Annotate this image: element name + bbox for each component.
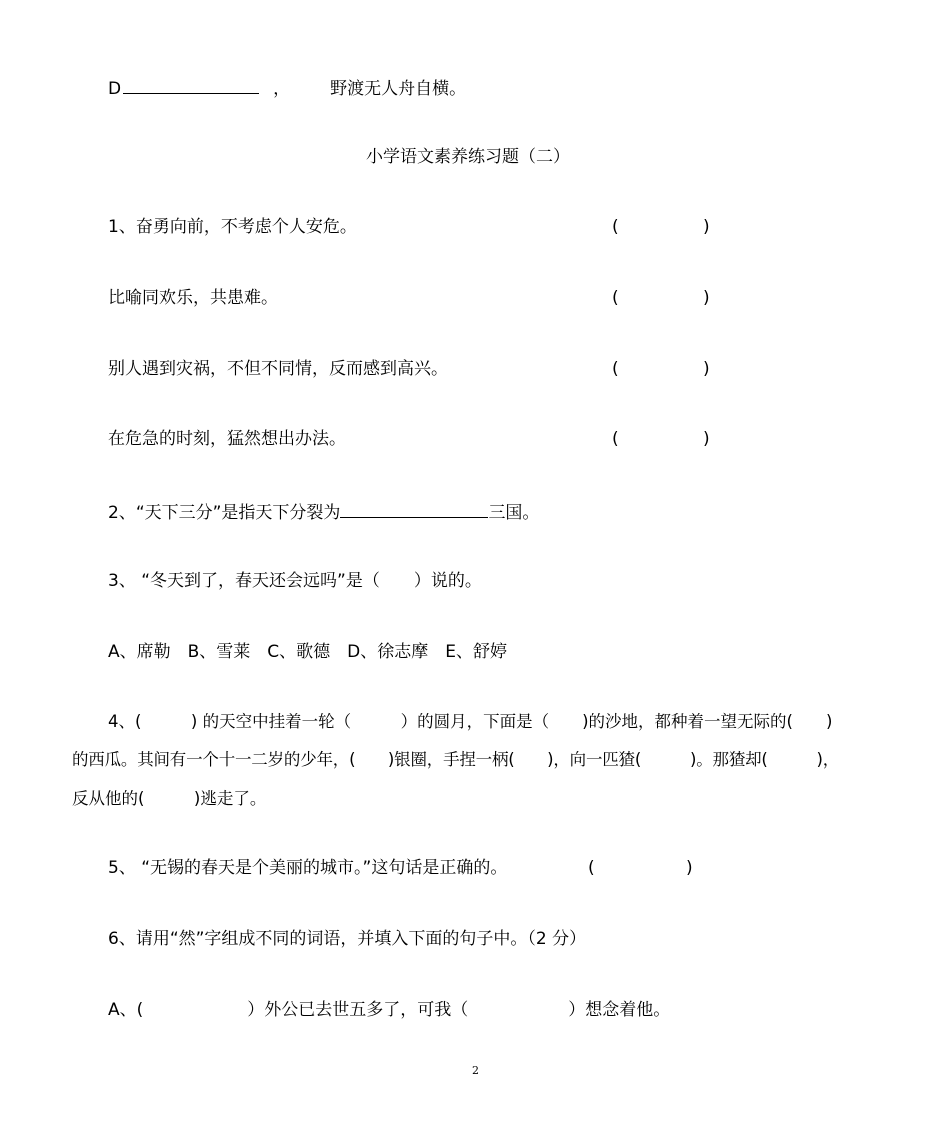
- q6: 6、请用“然”字组成不同的词语，并填入下面的句子中。（2 分）: [108, 929, 587, 949]
- q6-a-suffix: ）想念着他。: [568, 1000, 671, 1020]
- paren-open: (: [612, 429, 619, 449]
- poem-text: 野渡无人舟自横。: [330, 79, 467, 99]
- paren-close: ): [686, 858, 693, 878]
- paren-close: ): [703, 429, 710, 449]
- comma: ，: [273, 79, 291, 99]
- q1-item-1: 1、奋勇向前，不考虑个人安危。: [108, 217, 357, 237]
- q2-text: 2、“天下三分”是指天下分裂为: [108, 503, 341, 523]
- item-label-d: D: [108, 79, 122, 99]
- paren-close: ): [703, 217, 710, 237]
- q3-options: A、席勒 B、雪莱 C、歌德 D、徐志摩 E、舒婷: [108, 642, 507, 662]
- page-number: 2: [472, 1064, 479, 1077]
- q3: 3、 “冬天到了，春天还会远吗”是（ ）说的。: [108, 571, 482, 591]
- q4-line-3: 反从他的( )逃走了。: [72, 789, 267, 808]
- q6-a-middle: ）外公已去世五多了，可我（: [247, 1000, 469, 1020]
- section-title: 小学语文素养练习题（二）: [366, 147, 570, 167]
- paren-open: (: [588, 858, 595, 878]
- answer-blank[interactable]: [123, 75, 259, 94]
- paren-open: (: [612, 359, 619, 379]
- q5: 5、 “无锡的春天是个美丽的城市。”这句话是正确的。: [108, 858, 508, 878]
- q6-a-prefix: A、(: [108, 1000, 144, 1020]
- q4-line-2: 的西瓜。其间有一个十一二岁的少年，( )银圈，手捏一柄( )，向一匹猹( )。那猹却( )，: [72, 750, 840, 769]
- q4-line-1: 4、( ) 的天空中挂着一轮（ ）的圆月，下面是（ )的沙地，都种着一望无际的( ): [108, 712, 833, 731]
- paren-close: ): [703, 359, 710, 379]
- q1-item-2: 比喻同欢乐，共患难。: [108, 288, 278, 308]
- answer-blank[interactable]: [340, 499, 488, 518]
- q1-item-4: 在危急的时刻，猛然想出办法。: [108, 429, 346, 449]
- poem-line-d: [108, 75, 466, 100]
- paren-close: ): [703, 288, 710, 308]
- q2: [108, 499, 539, 524]
- q2-suffix: 三国。: [488, 503, 540, 523]
- paren-open: (: [612, 217, 619, 237]
- q6-a: [108, 999, 670, 1021]
- q1-item-3: 别人遇到灾祸，不但不同情，反而感到高兴。: [108, 359, 448, 379]
- paren-open: (: [612, 288, 619, 308]
